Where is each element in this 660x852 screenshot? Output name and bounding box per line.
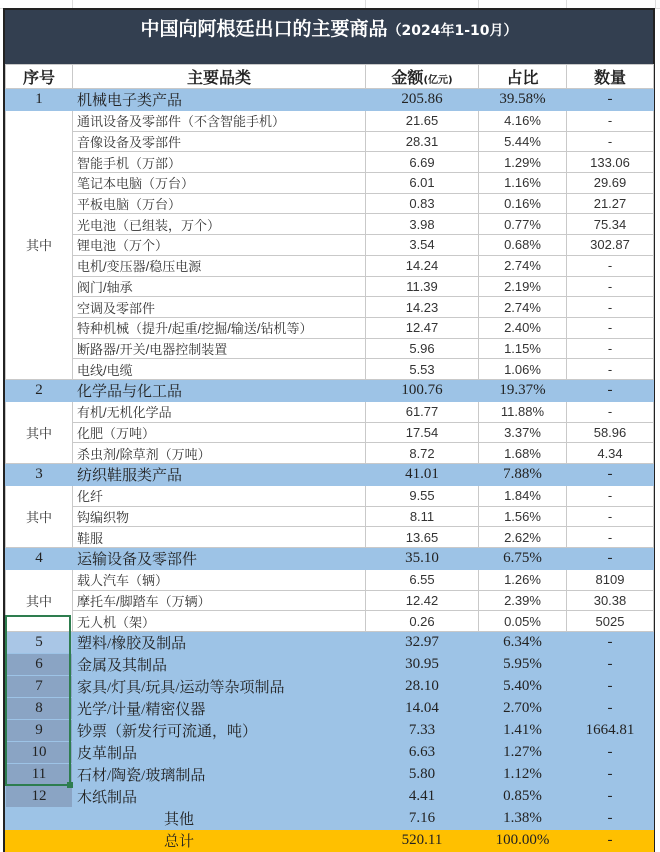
subitem-row [6, 193, 654, 214]
share-cell[interactable]: 2.74% [479, 255, 567, 276]
category-cell[interactable]: 机械电子类产品 [73, 89, 366, 111]
share-cell[interactable]: 1.26% [479, 570, 567, 591]
amount-cell[interactable]: 6.55 [366, 570, 479, 591]
title-period: （2024年1-10月） [387, 23, 518, 39]
quantity-cell[interactable]: - [567, 111, 654, 132]
share-cell[interactable]: 1.56% [479, 506, 567, 527]
category-row [6, 464, 654, 486]
amount-cell[interactable]: 12.47 [366, 317, 479, 338]
quantity-cell[interactable]: - [567, 632, 654, 654]
share-cell[interactable]: 5.95% [479, 654, 567, 676]
share-cell[interactable]: 7.88% [479, 464, 567, 486]
category-cell[interactable]: 载人汽车（辆） [73, 570, 366, 591]
header-row [6, 65, 654, 89]
subitem-row [6, 111, 654, 132]
amount-cell[interactable]: 32.97 [366, 632, 479, 654]
amount-cell[interactable]: 5.96 [366, 338, 479, 359]
category-cell[interactable]: 空调及零部件 [73, 297, 366, 318]
index-cell[interactable]: 8 [6, 698, 73, 720]
quantity-cell[interactable]: 21.27 [567, 193, 654, 214]
share-cell[interactable]: 2.70% [479, 698, 567, 720]
sub-label-cell[interactable]: 其中 [6, 570, 73, 632]
subitem-row [6, 486, 654, 507]
category-cell[interactable]: 纺织鞋服类产品 [73, 464, 366, 486]
category-cell[interactable]: 电机/变压器/稳压电源 [73, 255, 366, 276]
category-cell[interactable]: 杀虫剂/除草剂（万吨） [73, 443, 366, 464]
amount-cell[interactable]: 3.98 [366, 214, 479, 235]
amount-cell[interactable]: 8.72 [366, 443, 479, 464]
quantity-cell[interactable]: 75.34 [567, 214, 654, 235]
amount-cell[interactable]: 14.24 [366, 255, 479, 276]
other-row [6, 808, 654, 830]
share-cell[interactable]: 6.34% [479, 632, 567, 654]
amount-cell[interactable]: 4.41 [366, 786, 479, 808]
share-cell[interactable]: 3.37% [479, 422, 567, 443]
share-cell[interactable]: 2.62% [479, 527, 567, 548]
quantity-cell[interactable]: - [567, 548, 654, 570]
amount-cell[interactable]: 6.69 [366, 152, 479, 173]
category-row [6, 698, 654, 720]
category-cell[interactable]: 智能手机（万部） [73, 152, 366, 173]
share-cell[interactable]: 0.68% [479, 235, 567, 256]
share-cell[interactable]: 1.12% [479, 764, 567, 786]
category-cell[interactable]: 通讯设备及零部件（不含智能手机） [73, 111, 366, 132]
amount-cell[interactable]: 11.39 [366, 276, 479, 297]
amount-cell[interactable]: 14.23 [366, 297, 479, 318]
amount-cell[interactable]: 8.11 [366, 506, 479, 527]
sub-label-cell[interactable]: 其中 [6, 486, 73, 548]
category-row [6, 720, 654, 742]
share-cell[interactable]: 1.68% [479, 443, 567, 464]
subitem-row [6, 338, 654, 359]
share-cell[interactable]: 1.41% [479, 720, 567, 742]
quantity-cell[interactable]: 8109 [567, 570, 654, 591]
category-row [6, 742, 654, 764]
amount-cell[interactable]: 7.16 [366, 808, 479, 830]
index-cell[interactable]: 4 [6, 548, 73, 570]
subitem-row [6, 173, 654, 194]
category-cell[interactable]: 断路器/开关/电器控制装置 [73, 338, 366, 359]
index-cell[interactable] [6, 830, 73, 852]
category-row [6, 786, 654, 808]
category-row [6, 676, 654, 698]
index-cell[interactable]: 3 [6, 464, 73, 486]
category-cell[interactable]: 化学品与化工品 [73, 379, 366, 401]
subitem-row [6, 422, 654, 443]
share-cell[interactable]: 0.77% [479, 214, 567, 235]
quantity-cell[interactable]: 5025 [567, 611, 654, 632]
subitem-row [6, 131, 654, 152]
amount-cell[interactable]: 3.54 [366, 235, 479, 256]
quantity-cell[interactable]: - [567, 359, 654, 380]
subitem-row [6, 359, 654, 380]
quantity-cell[interactable]: - [567, 89, 654, 111]
share-cell[interactable]: 1.84% [479, 486, 567, 507]
subitem-row [6, 152, 654, 173]
amount-cell[interactable]: 30.95 [366, 654, 479, 676]
header-share[interactable]: 占比 [479, 65, 567, 89]
data-table [5, 64, 654, 852]
amount-cell[interactable]: 7.33 [366, 720, 479, 742]
amount-cell[interactable]: 17.54 [366, 422, 479, 443]
subitem-row [6, 214, 654, 235]
category-cell[interactable]: 阀门/轴承 [73, 276, 366, 297]
amount-cell[interactable]: 100.76 [366, 379, 479, 401]
quantity-cell[interactable]: - [567, 830, 654, 852]
category-cell[interactable]: 化纤 [73, 486, 366, 507]
index-cell[interactable]: 5 [6, 632, 73, 654]
amount-cell[interactable]: 0.83 [366, 193, 479, 214]
quantity-cell[interactable]: - [567, 276, 654, 297]
category-row [6, 548, 654, 570]
category-row [6, 654, 654, 676]
quantity-cell[interactable]: 302.87 [567, 235, 654, 256]
quantity-cell[interactable]: 1664.81 [567, 720, 654, 742]
amount-cell[interactable]: 14.04 [366, 698, 479, 720]
quantity-cell[interactable]: - [567, 255, 654, 276]
amount-cell[interactable]: 5.80 [366, 764, 479, 786]
quantity-cell[interactable]: - [567, 506, 654, 527]
category-cell[interactable]: 总计 [73, 830, 366, 852]
amount-cell[interactable]: 35.10 [366, 548, 479, 570]
amount-cell[interactable]: 28.10 [366, 676, 479, 698]
sub-label-cell[interactable]: 其中 [6, 401, 73, 463]
header-quantity[interactable]: 数量 [567, 65, 654, 89]
category-cell[interactable]: 运输设备及零部件 [73, 548, 366, 570]
quantity-cell[interactable]: 58.96 [567, 422, 654, 443]
share-cell[interactable]: 39.58% [479, 89, 567, 111]
category-cell[interactable]: 鞋服 [73, 527, 366, 548]
amount-cell[interactable]: 9.55 [366, 486, 479, 507]
category-cell[interactable]: 锂电池（万个） [73, 235, 366, 256]
category-row [6, 89, 654, 111]
quantity-cell[interactable]: - [567, 317, 654, 338]
subitem-row [6, 401, 654, 422]
subitem-row [6, 506, 654, 527]
amount-cell[interactable]: 28.31 [366, 131, 479, 152]
category-cell[interactable]: 钞票（新发行可流通，吨） [73, 720, 366, 742]
category-row [6, 379, 654, 401]
share-cell[interactable]: 19.37% [479, 379, 567, 401]
quantity-cell[interactable]: 29.69 [567, 173, 654, 194]
index-cell[interactable] [6, 808, 73, 830]
subitem-row [6, 255, 654, 276]
category-cell[interactable]: 笔记本电脑（万台） [73, 173, 366, 194]
amount-cell[interactable]: 21.65 [366, 111, 479, 132]
amount-cell[interactable]: 0.26 [366, 611, 479, 632]
quantity-cell[interactable]: - [567, 338, 654, 359]
share-cell[interactable]: 1.38% [479, 808, 567, 830]
category-cell[interactable]: 家具/灯具/玩具/运动等杂项制品 [73, 676, 366, 698]
subitem-row [6, 443, 654, 464]
category-cell[interactable]: 钩编织物 [73, 506, 366, 527]
index-cell[interactable]: 6 [6, 654, 73, 676]
table-title [5, 10, 653, 64]
share-cell[interactable]: 0.85% [479, 786, 567, 808]
index-cell[interactable]: 7 [6, 676, 73, 698]
share-cell[interactable]: 5.40% [479, 676, 567, 698]
quantity-cell[interactable]: - [567, 676, 654, 698]
amount-cell[interactable]: 5.53 [366, 359, 479, 380]
amount-cell[interactable]: 41.01 [366, 464, 479, 486]
total-row [6, 830, 654, 852]
quantity-cell[interactable]: 133.06 [567, 152, 654, 173]
amount-cell[interactable]: 205.86 [366, 89, 479, 111]
index-cell[interactable]: 2 [6, 379, 73, 401]
subitem-row [6, 317, 654, 338]
share-cell[interactable]: 4.16% [479, 111, 567, 132]
fill-handle[interactable] [67, 782, 73, 788]
amount-cell[interactable]: 61.77 [366, 401, 479, 422]
subitem-row [6, 276, 654, 297]
index-cell[interactable]: 1 [6, 89, 73, 111]
quantity-cell[interactable]: - [567, 764, 654, 786]
quantity-cell[interactable]: - [567, 464, 654, 486]
share-cell[interactable]: 2.39% [479, 590, 567, 611]
quantity-cell[interactable]: - [567, 131, 654, 152]
quantity-cell[interactable]: - [567, 527, 654, 548]
share-cell[interactable]: 2.19% [479, 276, 567, 297]
share-cell[interactable]: 1.27% [479, 742, 567, 764]
category-cell[interactable]: 金属及其制品 [73, 654, 366, 676]
category-cell[interactable]: 化肥（万吨） [73, 422, 366, 443]
share-cell[interactable]: 100.00% [479, 830, 567, 852]
category-cell[interactable]: 电线/电缆 [73, 359, 366, 380]
share-cell[interactable]: 2.74% [479, 297, 567, 318]
quantity-cell[interactable]: - [567, 698, 654, 720]
category-cell[interactable]: 石材/陶瓷/玻璃制品 [73, 764, 366, 786]
header-amount-unit: (亿元) [423, 75, 453, 86]
category-cell[interactable]: 音像设备及零部件 [73, 131, 366, 152]
subitem-row [6, 590, 654, 611]
header-category[interactable]: 主要品类 [73, 65, 366, 89]
index-cell[interactable]: 10 [6, 742, 73, 764]
category-cell[interactable]: 有机/无机化学品 [73, 401, 366, 422]
quantity-cell[interactable]: - [567, 742, 654, 764]
sub-label-cell[interactable]: 其中 [6, 111, 73, 380]
spreadsheet-table [3, 8, 655, 852]
title-main: 中国向阿根廷出口的主要商品 [140, 18, 388, 40]
amount-cell[interactable]: 12.42 [366, 590, 479, 611]
header-amount[interactable] [366, 65, 479, 89]
share-cell[interactable]: 1.06% [479, 359, 567, 380]
category-row [6, 764, 654, 786]
category-cell[interactable]: 无人机（架） [73, 611, 366, 632]
quantity-cell[interactable]: - [567, 401, 654, 422]
share-cell[interactable]: 0.05% [479, 611, 567, 632]
index-cell[interactable]: 9 [6, 720, 73, 742]
quantity-cell[interactable]: - [567, 486, 654, 507]
category-cell[interactable]: 特种机械（提升/起重/挖掘/输送/钻机等） [73, 317, 366, 338]
share-cell[interactable]: 1.15% [479, 338, 567, 359]
amount-cell[interactable]: 6.01 [366, 173, 479, 194]
share-cell[interactable]: 2.40% [479, 317, 567, 338]
amount-cell[interactable]: 6.63 [366, 742, 479, 764]
subitem-row [6, 611, 654, 632]
category-cell[interactable]: 皮革制品 [73, 742, 366, 764]
share-cell[interactable]: 0.16% [479, 193, 567, 214]
subitem-row [6, 527, 654, 548]
category-cell[interactable]: 塑料/橡胶及制品 [73, 632, 366, 654]
share-cell[interactable]: 1.29% [479, 152, 567, 173]
quantity-cell[interactable]: - [567, 786, 654, 808]
subitem-row [6, 570, 654, 591]
quantity-cell[interactable]: 4.34 [567, 443, 654, 464]
share-cell[interactable]: 5.44% [479, 131, 567, 152]
subitem-row [6, 235, 654, 256]
share-cell[interactable]: 1.16% [479, 173, 567, 194]
share-cell[interactable]: 11.88% [479, 401, 567, 422]
amount-cell[interactable]: 520.11 [366, 830, 479, 852]
subitem-row [6, 297, 654, 318]
quantity-cell[interactable]: 30.38 [567, 590, 654, 611]
header-amount-label: 金额 [391, 68, 424, 87]
quantity-cell[interactable]: - [567, 654, 654, 676]
category-cell[interactable]: 光电池（已组装，万个） [73, 214, 366, 235]
amount-cell[interactable]: 13.65 [366, 527, 479, 548]
quantity-cell[interactable]: - [567, 379, 654, 401]
index-cell[interactable]: 11 [6, 764, 73, 786]
category-cell[interactable]: 平板电脑（万台） [73, 193, 366, 214]
share-cell[interactable]: 6.75% [479, 548, 567, 570]
category-cell[interactable]: 木纸制品 [73, 786, 366, 808]
category-row [6, 632, 654, 654]
index-cell[interactable]: 12 [6, 786, 73, 808]
category-cell[interactable]: 摩托车/脚踏车（万辆） [73, 590, 366, 611]
header-index[interactable]: 序号 [6, 65, 73, 89]
category-cell[interactable]: 光学/计量/精密仪器 [73, 698, 366, 720]
quantity-cell[interactable]: - [567, 808, 654, 830]
category-cell[interactable]: 其他 [73, 808, 366, 830]
quantity-cell[interactable]: - [567, 297, 654, 318]
